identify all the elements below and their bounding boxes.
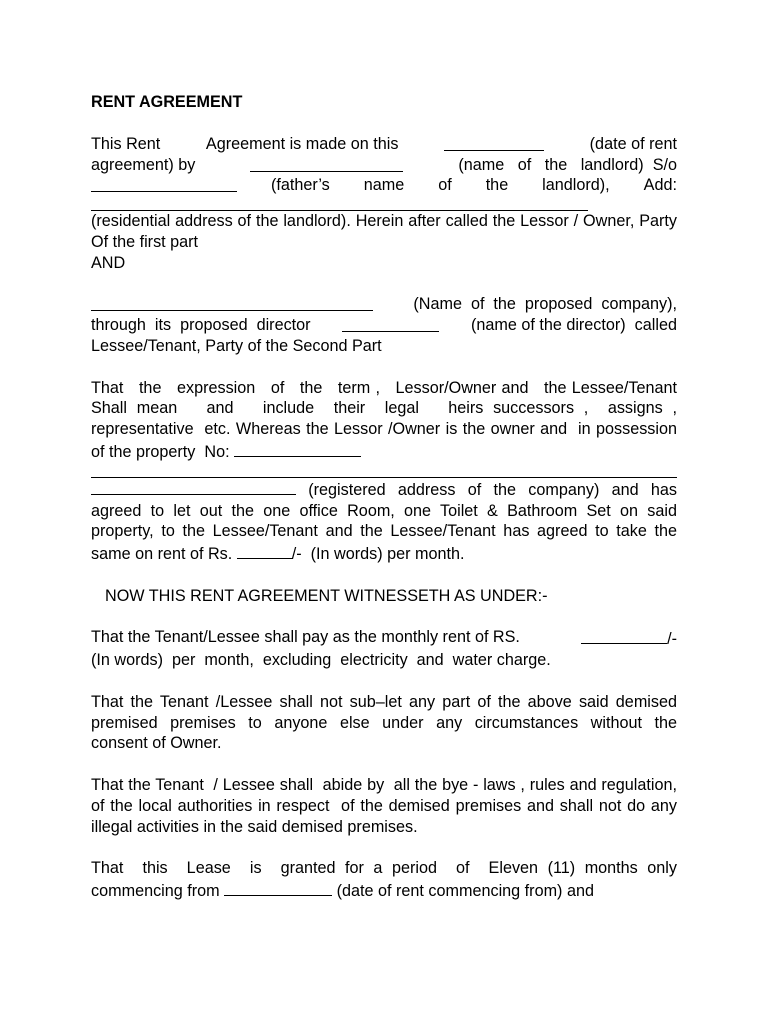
clause-rent-blank-group [581, 627, 677, 650]
property-number-blank [234, 440, 361, 457]
opening-text: name [363, 176, 405, 195]
address-blank [91, 196, 588, 211]
lessee-line-1 [91, 294, 677, 315]
opening-text: (name of the landlord) S/o [458, 155, 677, 174]
opening-text: (father’s [270, 176, 330, 195]
property-text: That the expression of the term , Lessor/Owner and the Lessee/Tenant Shall mean and include their legal heirs successors , assigns , representative etc. Whereas the Lessor /Owner is the owner and in possession of the property No: [91, 378, 691, 461]
witnesseth-heading: NOW THIS RENT AGREEMENT WITNESSETH AS UNDER:- [105, 586, 548, 605]
lessee-paragraph [91, 294, 677, 356]
and-separator: AND [91, 253, 126, 272]
landlord-name-blank [250, 155, 403, 172]
opening-text: landlord), [542, 176, 610, 195]
director-name-blank [342, 315, 439, 332]
commencing-date-blank [224, 879, 332, 896]
opening-text: Agreement is made on this [205, 134, 399, 153]
lessee-text: Lessee/Tenant, Party of the Second Part [91, 336, 382, 355]
property-text: /- (In words) per month. [291, 545, 465, 564]
company-name-blank [91, 294, 373, 311]
opening-text: Add: [643, 176, 677, 195]
clause-text: (In words) per month, excluding electricity and water charge. [91, 651, 551, 670]
opening-line-1 [91, 134, 677, 155]
property-text-block-2 [91, 478, 677, 565]
opening-text: agreement) by [91, 155, 196, 174]
clause-text: (date of rent commencing from) and [336, 881, 594, 900]
opening-text: This Rent [91, 134, 161, 153]
lessee-text: through its proposed director [91, 316, 311, 335]
father-name-blank [91, 175, 237, 192]
property-text: (registered address of the company) and has agreed to let out the one office Room, one Toilet & Bathroom Set on said property, to the Lessee/Tenant and the Lessee/Tenant has agreed to take the same on rent of Rs. [91, 480, 677, 564]
clause-sublet: That the Tenant /Lessee shall not sub–let any part of the above said demised premised premises to anyone else under any circumstances without the consent of Owner. [91, 692, 713, 753]
clause-rent [91, 627, 677, 671]
rent-agreement-document [91, 92, 713, 922]
property-address-blank [91, 463, 677, 478]
opening-line-2 [91, 155, 677, 176]
clause-rent-line-1 [91, 627, 677, 650]
lessee-text: (name of the director) called [470, 316, 677, 335]
date-blank [444, 134, 544, 151]
company-address-blank [91, 478, 296, 495]
clause-text: /- [667, 630, 677, 649]
opening-text: the [485, 176, 509, 195]
lessee-text: (Name of the proposed company), [413, 295, 677, 314]
opening-text: (date of rent [589, 134, 677, 153]
opening-line-3 [91, 175, 677, 196]
opening-paragraph [91, 134, 677, 274]
clause-lease-period [91, 858, 682, 902]
opening-text: (residential address of the landlord). Herein after called the Lessor / Owner, Party Of the first part [91, 212, 677, 251]
document-title: RENT AGREEMENT [91, 93, 243, 111]
rent-amount-blank [237, 542, 292, 559]
monthly-rent-blank [581, 627, 667, 644]
clause-bylaws: That the Tenant / Lessee shall abide by all the bye - laws , rules and regulation, of the local authorities in respect of the demised premises and shall not do any illegal activities in the said demised premises. [91, 775, 682, 836]
property-paragraph [91, 378, 691, 565]
clause-text: That this Lease is granted for a period of Eleven (11) months only commencing from [91, 859, 682, 900]
opening-text: of [438, 176, 452, 195]
property-text-block [91, 378, 691, 463]
lessee-line-2 [91, 315, 677, 336]
clause-text: That the Tenant/Lessee shall pay as the monthly rent of RS. [91, 628, 520, 647]
